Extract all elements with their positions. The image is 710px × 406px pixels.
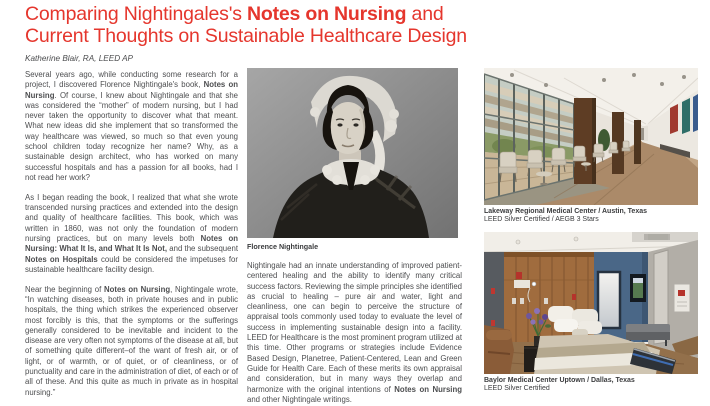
baylor-photo-figure xyxy=(484,232,698,394)
paragraph-text: , Nightingale wrote, “In watching diseases, both in private houses and in public hospitals, the thing which strikes the experienced observer most forcibly is this, that the symptoms or the sufferings generally considered to be inevitable and incident to the disease are very often not symptoms of the disease at all, but of something quite different–of the want of fresh air, or of light, or of warmth, or of quiet, or of cleanliness, or of punctuality and care in the administration of diet, of each or of all of these. And this quite as much in private as in hospital nursing.” xyxy=(25,284,238,397)
paragraph-3 xyxy=(25,285,238,398)
lakeway-caption: Lakeway Regional Medical Center / Austin, Texas xyxy=(484,208,647,215)
paragraph-text: Several years ago, while conducting some research for a project, I discovered Florence Nightingale's book, xyxy=(25,70,238,90)
title-text: Comparing Nightingales's xyxy=(25,3,248,25)
paragraph-text: and the subsequent xyxy=(167,244,238,254)
book-title-bold: Notes on Nursing xyxy=(394,384,462,394)
middle-column xyxy=(247,68,462,406)
baylor-patient-room-photo xyxy=(484,232,698,374)
paragraph-text: As I began reading the book, I realized that what she wrote transcended nursing practices and extended into the design and quality of healthcare facilities. This book, which was written in 1860, was not only the foundation of modern nursing practices, but on many levels both xyxy=(25,192,238,243)
lakeway-caption-block xyxy=(484,208,698,225)
baylor-caption-block xyxy=(484,377,698,394)
title-line2: Current Thoughts on Sustainable Healthcare Design xyxy=(25,24,467,47)
book-title-bold: Notes on Nursing xyxy=(104,284,171,294)
florence-nightingale-photo xyxy=(247,68,458,238)
left-text-column xyxy=(25,70,238,406)
baylor-caption: Baylor Medical Center Uptown / Dallas, Texas xyxy=(484,376,635,384)
florence-caption: Florence Nightingale xyxy=(247,242,319,251)
right-photo-column xyxy=(484,68,698,394)
paragraph-1 xyxy=(25,70,238,183)
paragraph-2 xyxy=(25,193,238,275)
florence-portrait-figure xyxy=(247,68,462,251)
paragraph-text: Near the beginning of xyxy=(25,284,104,294)
paragraph-text: Nightingale had an innate understanding of improved patient-centered healing and the ability to identify many critical success factors. Reviewing the simple principles she identified as crucial to healing – pure air and water, light and cleanliness, one can begin to perceive the structure of appraisal tools commonly used today to evaluate the level of success in implementing sustainable design into a facility. LEED for Healthcare is the most prominent program utilized at this time. Other programs or strategies include Evidence Based Design, Planetree, Patient-Centered, Lean and Green Guide for Health Care. Each of these merits its own appraisal and consideration, but in many ways they overlap and harmonize with the original intentions of xyxy=(247,261,462,394)
lakeway-lobby-photo xyxy=(484,68,698,205)
author-byline: Katherine Blair, RA, LEED AP xyxy=(25,54,134,63)
article-title xyxy=(25,4,495,47)
baylor-certification: LEED Silver Certified xyxy=(484,385,550,393)
title-text: and xyxy=(406,3,444,25)
paragraph-text: could be considered the impetuses for sustainable healthcare facility design. xyxy=(25,254,238,274)
lakeway-photo-figure xyxy=(484,68,698,225)
lakeway-certification: LEED Silver Certified / AEGB 3 Stars xyxy=(484,216,599,224)
middle-paragraph xyxy=(247,261,462,405)
paragraph-text: and other Nightingale writings. xyxy=(247,394,352,404)
book-title-bold: Notes on Hospitals xyxy=(25,254,98,264)
book-title-bold: Notes on Nursing: What It Is, and What It Is Not, xyxy=(25,233,238,254)
paragraph-text: . Of course, I knew about Nightingale and that she was considered the “mother” of modern nursing, but I had never taken the opportunity to discover what that meant. What new ideas did she implement that so transformed the way healthcare was viewed, so much so that even young school children today recognize her name? Why, as a sustainable design architect, who has worked on many successful hospitals and has a passion for all books, had I not read her work? xyxy=(25,90,238,182)
book-title-bold: Notes on Nursing xyxy=(25,80,239,100)
title-bold-book-name: Notes on Nursing xyxy=(247,3,407,25)
